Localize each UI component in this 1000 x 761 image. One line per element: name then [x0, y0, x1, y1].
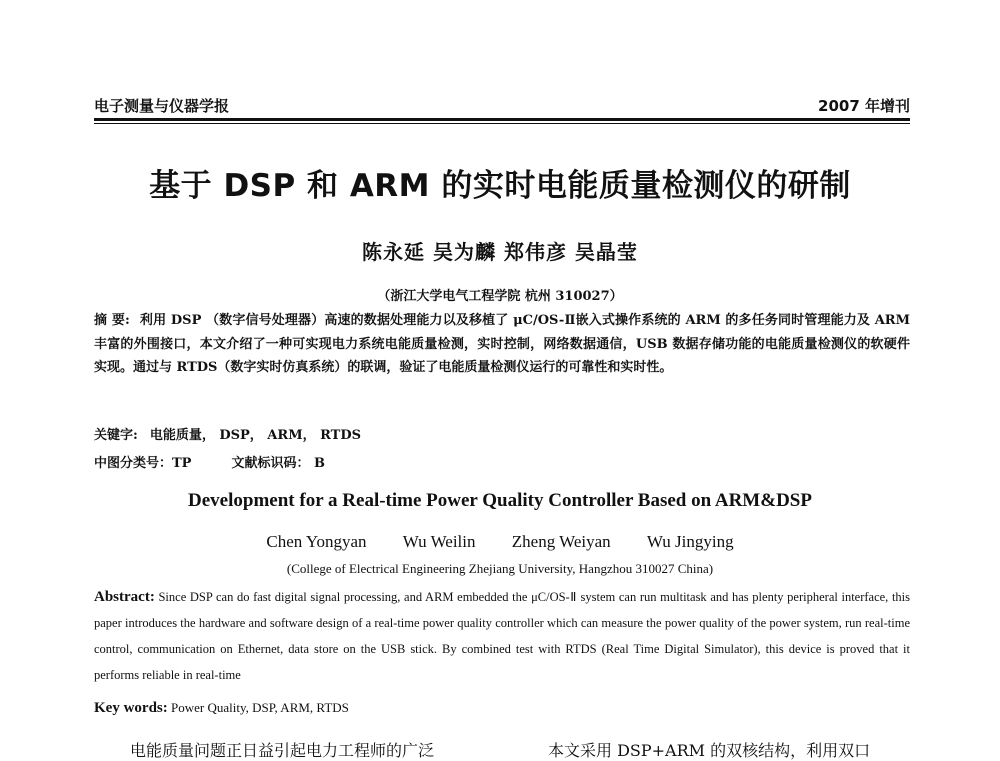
- document-code: 文献标识码： B: [231, 456, 325, 471]
- english-abstract-text: Since DSP can do fast digital signal processing, and ARM embedded the μC/OS-Ⅱ system can run multitask and has plenty peripheral interface, this paper introduces the hardware and software design of a real-time power quality controller which can measure the power quality of the power system, run real-time control, communication on Ethernet, data store on the USB stick. By combined test with RTDS (Real Time Digital Simulator), this device is proved that it performs reliable in real-time: [94, 590, 911, 682]
- author-name: Wu Jingying: [646, 532, 734, 551]
- author-name: Chen Yongyan: [266, 532, 367, 551]
- english-affiliation: (College of Electrical Engineering Zhejiang University, Hangzhou 310027 China): [286, 561, 714, 576]
- header-rule-thin: [94, 123, 910, 124]
- chinese-keywords-text: 电能质量， DSP， ARM， RTDS: [149, 428, 362, 443]
- classification-line: [94, 452, 910, 471]
- header-rule-thick: [94, 118, 910, 121]
- body-text-right-column: 本文采用 DSP+ARM 的双核结构，利用双口: [548, 741, 871, 760]
- english-title: Development for a Real-time Power Quality Controller Based on ARM&DSP: [188, 490, 812, 511]
- chinese-keywords: [94, 424, 910, 443]
- classification-number: 中图分类号：TP: [94, 456, 192, 471]
- english-keywords: [94, 700, 910, 717]
- author-name: Zheng Weiyan: [511, 532, 611, 551]
- english-abstract: [94, 584, 910, 688]
- chinese-title: 基于 DSP 和 ARM 的实时电能质量检测仪的研制: [149, 168, 851, 204]
- english-keywords-text: Power Quality, DSP, ARM, RTDS: [171, 700, 349, 715]
- body-text-left-column: 电能质量问题正日益引起电力工程师的广泛: [130, 741, 435, 760]
- chinese-affiliation: （浙江大学电气工程学院 杭州 310027）: [377, 289, 623, 304]
- chinese-abstract-label: 摘 要:: [94, 313, 130, 328]
- chinese-keywords-label: 关键字:: [94, 428, 138, 443]
- author-name: Wu Weilin: [402, 532, 476, 551]
- english-abstract-label: Abstract:: [94, 589, 155, 605]
- chinese-authors: 陈永延 吴为麟 郑伟彦 吴晶莹: [362, 240, 638, 264]
- issue-label: 2007 年增刊: [818, 97, 910, 115]
- chinese-abstract: [94, 309, 910, 380]
- running-head: [94, 95, 910, 119]
- chinese-abstract-text: 利用 DSP （数字信号处理器）高速的数据处理能力以及移植了 μC/OS-Ⅱ嵌入式操作系统的 ARM 的多任务同时管理能力及 ARM 丰富的外围接口，本文介绍了一种可实现电力系统电能质量检测，实时控制，网络数据通信，USB 数据存储功能的电能质量检测仪的软硬件实现。通过与 RTDS（数字实时仿真系统）的联调，验证了电能质量检测仪运行的可靠性和实时性。: [94, 313, 910, 375]
- journal-name: 电子测量与仪器学报: [94, 97, 230, 115]
- english-keywords-label: Key words:: [94, 700, 168, 716]
- english-authors: [0, 532, 1000, 552]
